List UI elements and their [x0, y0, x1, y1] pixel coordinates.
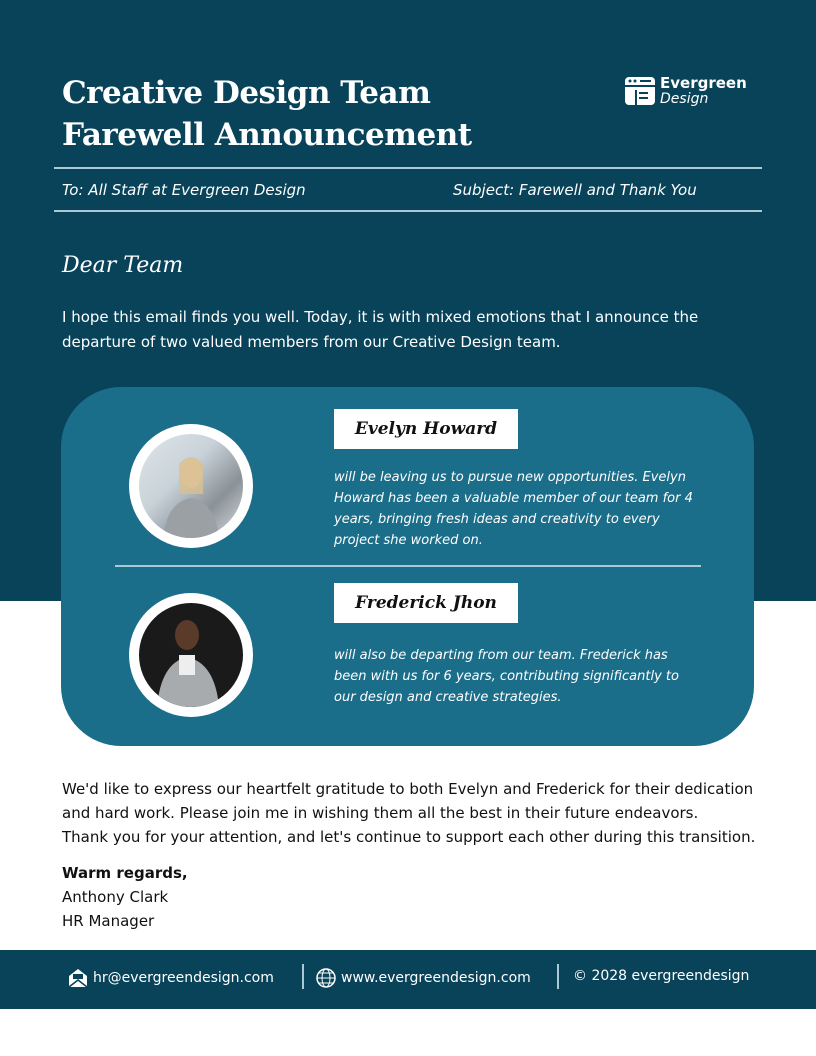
footer-website[interactable]: www.evergreendesign.com	[341, 970, 531, 986]
regards: Warm regards,	[62, 864, 188, 882]
title-line-2: Farewell Announcement	[62, 117, 472, 153]
logo-icon	[624, 75, 656, 107]
logo	[624, 75, 747, 107]
globe-icon	[316, 968, 336, 988]
member-name: Evelyn Howard	[334, 409, 518, 449]
avatar-evelyn	[129, 424, 253, 548]
footer-email[interactable]: hr@evergreendesign.com	[93, 970, 274, 986]
divider	[54, 167, 762, 169]
logo-subtext: Design	[660, 91, 709, 107]
footer-copyright: © 2028 evergreendesign	[573, 968, 750, 984]
divider	[557, 964, 559, 989]
intro-paragraph: I hope this email finds you well. Today, it is with mixed emotions that I announce the departure of two valued members from our Creative Design team.	[62, 308, 699, 351]
to-line: To: All Staff at Evergreen Design	[62, 181, 306, 199]
members-card	[61, 387, 754, 746]
divider	[115, 565, 701, 567]
divider	[302, 964, 304, 989]
member-name: Frederick Jhon	[334, 583, 518, 623]
signer-role: HR Manager	[62, 912, 155, 930]
footer	[0, 950, 816, 1009]
title-line-1: Creative Design Team	[62, 75, 431, 111]
divider	[54, 210, 762, 212]
avatar-frederick	[129, 593, 253, 717]
member-description: will also be departing from our team. Frederick has been with us for 6 years, contributing significantly to our design and creative strategies.	[334, 648, 679, 705]
closing-paragraph: Thank you for your attention, and let's continue to support each other during this transition.	[62, 828, 756, 846]
subject-line: Subject: Farewell and Thank You	[453, 181, 697, 199]
closing-text	[62, 777, 762, 849]
closing-paragraph: We'd like to express our heartfelt gratitude to both Evelyn and Frederick for their dedication and hard work. Please join me in wishing them all the best in their future endeavors.	[62, 780, 754, 822]
signer-name: Anthony Clark	[62, 888, 169, 906]
email-icon	[68, 968, 88, 988]
page-title	[62, 72, 472, 156]
signature	[62, 861, 188, 933]
member-description: will be leaving us to pursue new opportunities. Evelyn Howard has been a valuable member of our team for 4 years, bringing fresh ideas and creativity to every project she worked on.	[334, 470, 693, 548]
logo-text: Evergreen	[660, 74, 747, 92]
greeting: Dear Team	[62, 253, 184, 278]
